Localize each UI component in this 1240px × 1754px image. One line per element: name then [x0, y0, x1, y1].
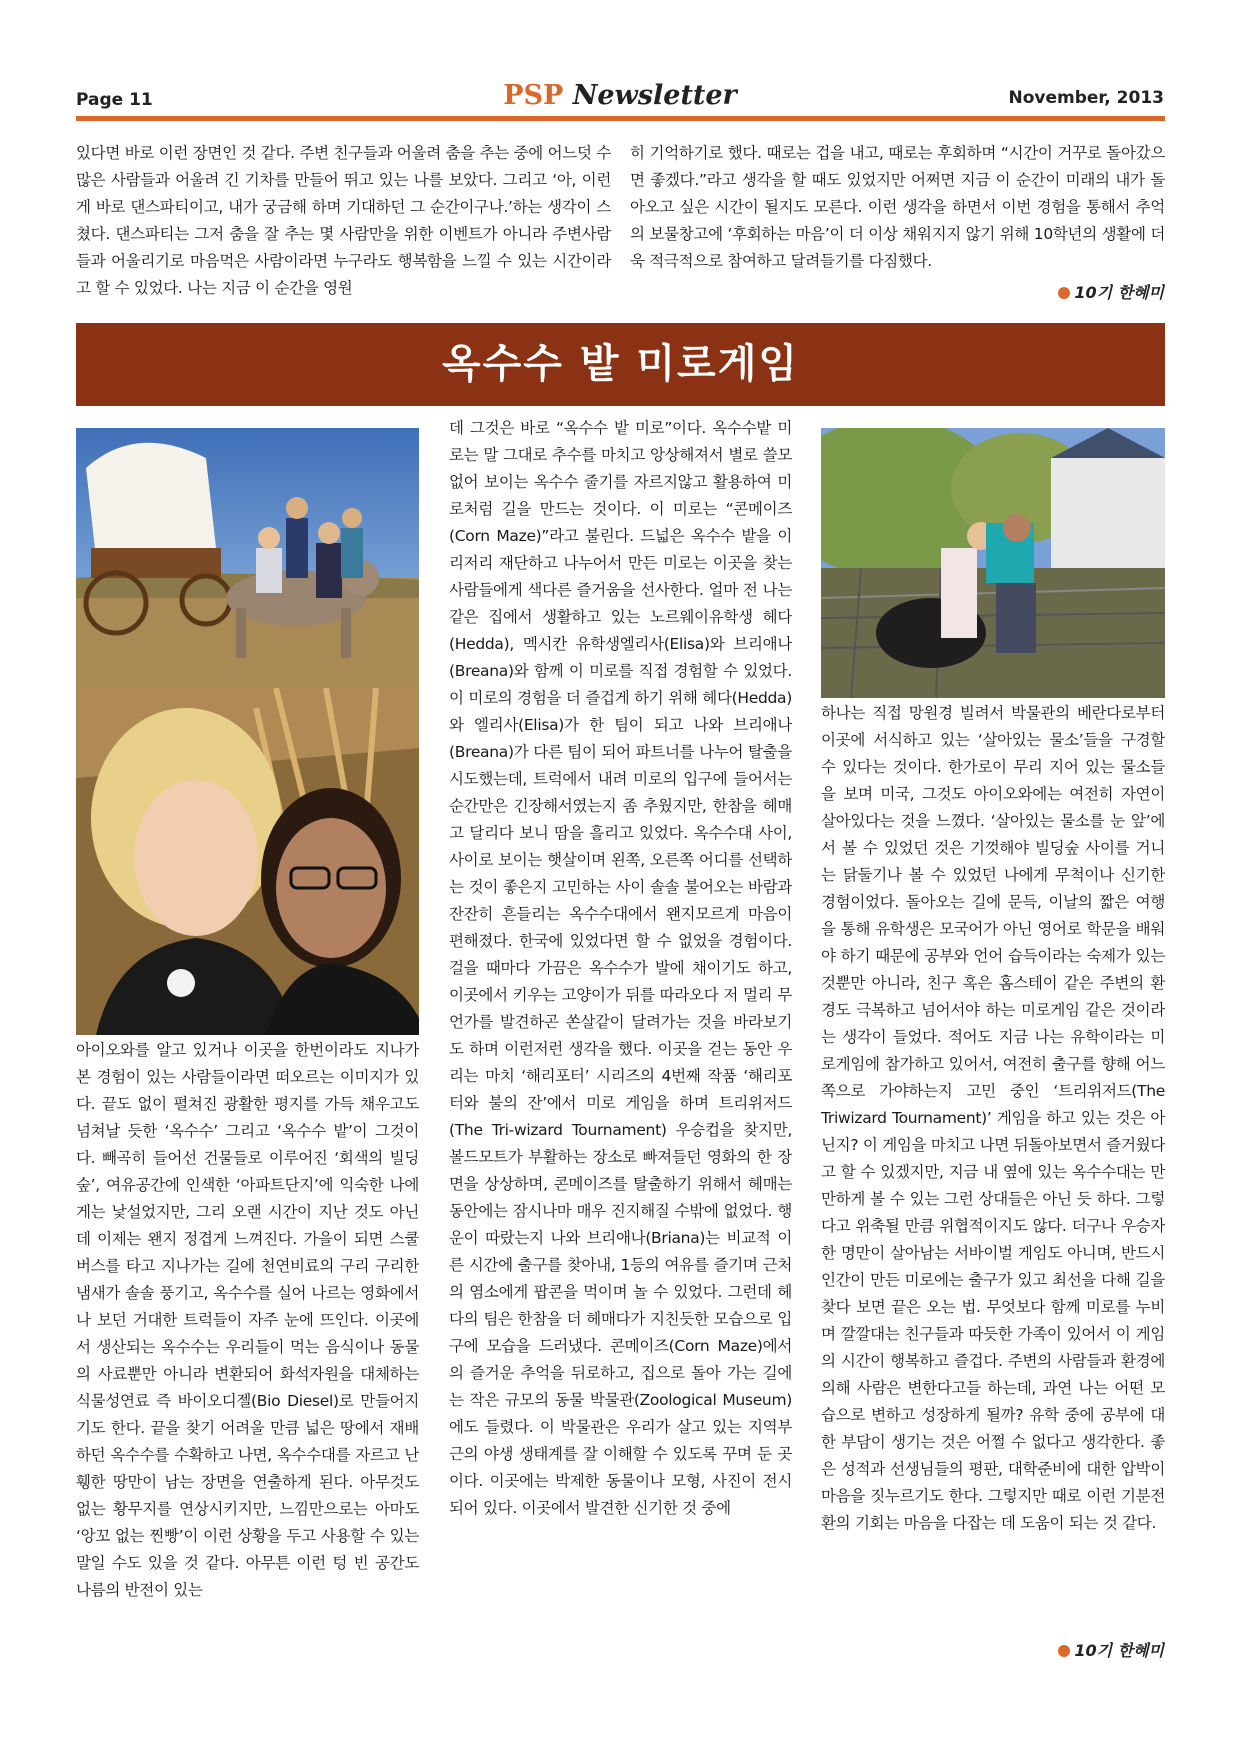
signature-text: 10기 한혜미 [1074, 1641, 1164, 1660]
bullet-dot-icon [1058, 287, 1070, 299]
photo-selfie-corn [76, 688, 419, 1035]
main-article-col1-text: 아이오와를 알고 있거나 이곳을 한번이라도 지나가본 경험이 있는 사람들이라면 떠오르는 이미지가 있다. 끝도 없이 펼쳐진 광활한 평지를 가득 채우고도 넘쳐날 듯한 ‘옥수수’ 그리고 ‘옥수수 밭’이 그것이다. 빼곡히 들어선 건물들로 이루어진 ‘회색의 빌딩숲’, 여유공간에 인색한 ‘아파트단지’에 익숙한 나에게는 낯설었지만, 그리 오랜 시간이 지난 것도 아닌데 이제는 왠지 정겹게 느껴진다. 가을이 되면 스쿨버스를 타고 지나가는 길에 천연비료의 구리 구리한 냄새가 솔솔 풍기고, 옥수수를 실어 나르는 영화에서나 보던 거대한 트럭들이 자주 눈에 뜨인다. 이곳에서 생산되는 옥수수는 우리들이 먹는 음식이나 동물의 사료뿐만 아니라 변환되어 화석자원을 대체하는 식물성연료 즉 바이오디젤(Bio Diesel)로 만들어지기도 한다. 끝을 찾기 어려울 만큼 넓은 땅에서 재배하던 옥수수를 수확하고 나면, 옥수수대를 자르고 난 휑한 땅만이 남는 장면을 연출하게 된다. 아무것도 없는 황무지를 연상시키지만, 느낌만으로는 아마도 ‘앙꼬 없는 찐빵’이 이런 상황을 두고 사용할 수 있는 말일 수도 있을 것 같다. 아무튼 이런 텅 빈 공간도 나름의 반전이 있는 [76, 1041, 419, 1599]
header-rule [76, 116, 1165, 121]
top-article-signature [1058, 280, 1164, 303]
main-article-col2-text: 데 그것은 바로 “옥수수 밭 미로”이다. 옥수수밭 미로는 말 그대로 추수를 마치고 앙상해져서 별로 쓸모 없어 보이는 옥수수 줄기를 자르지않고 활용하여 미로처럼 길을 만드는 것이다. 이 미로는 “콘메이즈(Corn Maze)”라고 불린다. 드넓은 옥수수 밭을 이리저리 재단하고 나누어서 만든 미로는 이곳을 찾는 사람들에게 색다른 즐거움을 선사한다. 얼마 전 나는 같은 집에서 생활하고 있는 노르웨이유학생 헤다(Hedda), 멕시칸 유학생엘리사(Elisa)와 브리애나(Breana)와 함께 이 미로를 직접 경험할 수 있었다. 이 미로의 경험을 더 즐겁게 하기 위해 헤다(Hedda)와 엘리사(Elisa)가 한 팀이 되고 나와 브리애나(Breana)가 다른 팀이 되어 파트너를 나누어 탈출을 시도했는데, 트럭에서 내려 미로의 입구에 들어서는 순간만은 긴장해서였는지 좀 추웠지만, 한참을 헤매고 달리다 보니 땀을 흘리고 있었다. 옥수수대 사이, 사이로 보이는 햇살이며 왼쪽, 오른쪽 어디를 선택하는 것이 좋은지 고민하는 사이 솔솔 불어오는 바람과 잔잔히 흔들리는 옥수수대에서 왠지모르게 마음이 편해졌다. 한국에 있었다면 할 수 없었을 경험이다. 걸을 때마다 가끔은 옥수수가 발에 채이기도 하고, 이곳에서 키우는 고양이가 뒤를 따라오다 저 멀리 무언가를 발견하곤 쏜살같이 달려가는 것을 바라보기도 하며 이런저런 생각을 했다. 이곳을 걷는 동안 우리는 마치 ‘해리포터’ 시리즈의 4번째 작품 ‘해리포터와 불의 잔’에서 미로 게임을 하며 트리위저드(The Tri-wizard Tournament) 우승컵을 찾지만, 볼드모트가 부활하는 장소로 빠져들던 영화의 한 장면을 상상하며, 콘메이즈를 탈출하기 위해서 헤매는 동안에는 잠시나마 매우 진지해질 수밖에 없었다. 행운이 따랐는지 나와 브리애나(Briana)는 비교적 이른 시간에 출구를 찾아내, 1등의 여유를 즐기며 근처의 염소에게 팝콘을 먹이며 놀 수 있었다. 그런데 헤다의 팀은 한참을 더 헤매다가 지친듯한 모습으로 입구에 모습을 드러냈다. 콘메이즈(Corn Maze)에서의 즐거운 추억을 뒤로하고, 집으로 돌아 가는 길에는 작은 규모의 동물 박물관(Zoological Museum)에도 들렸다. 이 박물관은 우리가 살고 있는 지역부근의 야생 생태계를 잘 이해할 수 있도록 꾸며 둔 곳이다. 이곳에는 박제한 동물이나 모형, 사진이 전시되어 있다. 이곳에서 발견한 신기한 것 중에 [449, 419, 792, 1517]
photo-wagon-farm [76, 428, 419, 688]
page-number: Page 11 [76, 90, 153, 110]
photo-goat-barn [821, 428, 1165, 698]
bullet-dot-icon [1058, 1645, 1070, 1657]
main-article-col3 [821, 700, 1165, 1630]
top-article-col1 [76, 140, 611, 302]
title-psp: PSP [503, 80, 564, 111]
main-article-col1 [76, 1037, 419, 1687]
top-article-col2-text: 히 기억하기로 했다. 때로는 겁을 내고, 때로는 후회하며 “시간이 거꾸로 돌아갔으면 좋겠다.”라고 생각을 할 때도 있었지만 어쩌면 지금 이 순간이 미래의 내가 돌아오고 싶은 시간이 될지도 모른다. 이런 생각을 하면서 이번 경험을 통해서 추억의 보물창고에 ‘후회하는 마음’이 더 이상 채워지지 않기 위해 10학년의 생활에 더욱 적극적으로 참여하고 달려들기를 다짐했다. [630, 144, 1165, 270]
section-banner [76, 323, 1165, 406]
issue-date: November, 2013 [1008, 88, 1164, 108]
main-article-col2 [449, 415, 792, 1687]
title-newsletter: Newsletter [572, 80, 737, 111]
main-article-col3-text: 하나는 직접 망원경 빌려서 박물관의 베란다로부터 이곳에 서식하고 있는 ‘살아있는 물소’들을 구경할 수 있다는 것이다. 한가로이 무리 지어 있는 물소들을 보며 미국, 그것도 아이오와에는 여전히 자연이 살아있다는 것을 느꼈다. ‘살아있는 물소를 눈 앞’에서 볼 수 있었던 것은 기껏해야 빌딩숲 사이를 거니는 닭둘기나 볼 수 있었던 나에게 무척이나 신기한 경험이었다. 돌아오는 길에 문득, 이날의 짧은 여행을 통해 유학생은 모국어가 아닌 영어로 학문을 배워야 하기 때문에 공부와 언어 습득이라는 숙제가 있는 것뿐만 아니라, 친구 혹은 홈스테이 같은 주변의 환경도 극복하고 넘어서야 하는 미로게임 같은 것이라는 생각이 들었다. 적어도 지금 나는 유학이라는 미로게임에 참가하고 있어서, 여전히 출구를 향해 어느 쪽으로 가야하는지 고민 중인 ‘트리위저드(The Triwizard Tournament)’ 게임을 하고 있는 것은 아닌지? 이 게임을 마치고 나면 뒤돌아보면서 즐거웠다고 할 수 있겠지만, 지금 내 옆에 있는 옥수수대는 만만하게 볼 수 있는 그런 상대들은 아닌 듯 하다. 그렇다고 위축될 만큼 위협적이지도 않다. 더구나 우승자 한 명만이 살아남는 서바이벌 게임도 아니며, 반드시 인간이 만든 미로에는 출구가 있고 최선을 다해 길을 찾다 보면 끝은 오는 법. 무엇보다 함께 미로를 누비며 깔깔대는 친구들과 따듯한 가족이 있어서 이 게임의 시간이 행복하고 즐겁다. 주변의 사람들과 환경에 의해 사람은 변한다고들 하는데, 과연 나는 어떤 모습으로 변하고 성장하게 될까? 유학 중에 공부에 대한 부담이 생기는 것은 어쩔 수 없다고 생각한다. 좋은 성적과 선생님들의 평판, 대학준비에 대한 압박이 마음을 짓누르기도 한다. 그렇지만 때로 이런 기분전환의 기회는 마음을 다잡는 데 도움이 되는 것 같다. [821, 704, 1165, 1532]
top-article-col1-text: 있다면 바로 이런 장면인 것 같다. 주변 친구들과 어울려 춤을 추는 중에 어느덧 수많은 사람들과 어울려 긴 기차를 만들어 뛰고 있는 나를 보았다. 그리고 ‘아, 이런 게 바로 댄스파티이고, 내가 궁금해 하며 기대하던 그 순간이구나.’하는 생각이 스쳤다. 댄스파티는 그저 춤을 잘 추는 몇 사람만을 위한 이벤트가 아니라 주변사람들과 어울리기로 마음먹은 사람이라면 누구라도 행복함을 느낄 수 있는 시간이라고 할 수 있었다. 나는 지금 이 순간을 영원 [76, 144, 611, 297]
signature-text: 10기 한혜미 [1074, 283, 1164, 302]
banner-title: 옥수수 밭 미로게임 [442, 341, 799, 387]
main-article-signature [1058, 1638, 1164, 1661]
top-article-col2 [630, 140, 1165, 275]
